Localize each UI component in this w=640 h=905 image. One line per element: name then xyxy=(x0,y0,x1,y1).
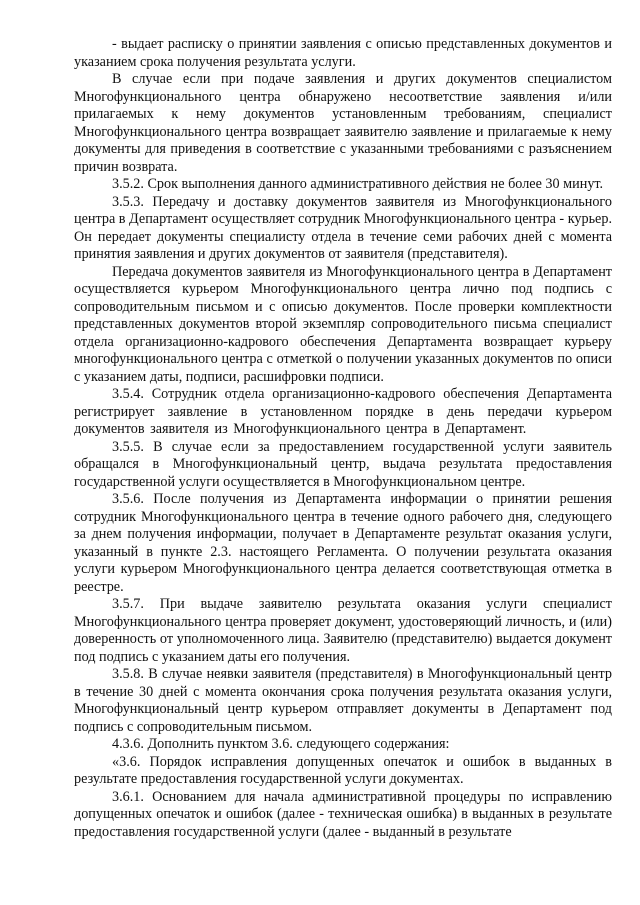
paragraph-3-5-5: 3.5.5. В случае если за предоставлением государственной услуги заявитель обращался в Многофункциональный центр, выдача результата предоставления государственной услуги осуществляется в Многофункциональном центре. xyxy=(74,438,612,490)
paragraph-3-5-6: 3.5.6. После получения из Департамента информации о принятии решения сотрудник Многофункционального центра в течение одного рабочего дня, следующего за днем получения информации, получает в Департаменте результат оказания услуги, указанный в пункте 2.3. настоящего Регламента. О получении результата оказания услуги курьером Многофункционального центра делается соответствующая отметка в реестре. xyxy=(74,491,612,595)
paragraph-3-5-7: 3.5.7. При выдаче заявителю результата оказания услуги специалист Многофункционального центра проверяет документ, удостоверяющий личность, и (или) доверенность от уполномоченного лица. Заявителю (представителю) выдается документ под подпись с указанием даты его получения. xyxy=(74,596,612,665)
paragraph-3-6: «3.6. Порядок исправления допущенных опечаток и ошибок в выданных в результате предоставления государственной услуги документах. xyxy=(74,753,612,787)
paragraph-courier-transfer: Передача документов заявителя из Многофункционального центра в Департамент осуществляется курьером Многофункционального центра лично под подпись с сопроводительным письмом и с описью документов. После проверки комплектности представленных документов второй экземпляр сопроводительного письма специалист отдела организационно-кадрового обеспечения Департамента возвращает курьеру многофункционального центра с отметкой о получении указанных документов по описи с указанием даты, подписи, расшифровки подписи. xyxy=(74,263,612,385)
document-page xyxy=(74,36,612,841)
paragraph-4-3-6: 4.3.6. Дополнить пунктом 3.6. следующего содержания: xyxy=(112,736,450,752)
paragraph-3-5-2: 3.5.2. Срок выполнения данного административного действия не более 30 минут. xyxy=(112,176,604,192)
paragraph-receipt: - выдает расписку о принятии заявления с описью представленных документов и указанием срока получения результата услуги. xyxy=(74,36,612,70)
paragraph-return-documents: В случае если при подаче заявления и других документов специалистом Многофункционального центра обнаружено несоответствие заявления и/или прилагаемых к нему документов установленным требованиям, специалист Многофункционального центра возвращает заявителю заявление и прилагаемые к нему документы для приведения в соответствие с указанными требованиями с разъяснением причин возврата. xyxy=(74,71,612,175)
paragraph-3-5-8: 3.5.8. В случае неявки заявителя (представителя) в Многофункциональный центр в течение 30 дней с момента окончания срока получения результата оказания услуги, Многофункциональный центр курьером отправляет документы в Департамент под подпись с сопроводительным письмом. xyxy=(74,666,612,735)
paragraph-3-5-4: 3.5.4. Сотрудник отдела организационно-кадрового обеспечения Департамента регистрирует заявление в установленном порядке в день передачи курьером документов заявителя из Многофункционального центра в Департамент. xyxy=(74,386,612,437)
paragraph-3-5-3: 3.5.3. Передачу и доставку документов заявителя из Многофункционального центра в Департамент осуществляет сотрудник Многофункционального центра - курьер. Он передает документы специалисту отдела в течение семи рабочих дней с момента принятия заявления и других документов от заявителя (представителя). xyxy=(74,193,612,262)
paragraph-3-6-1: 3.6.1. Основанием для начала административной процедуры по исправлению допущенных опечаток и ошибок (далее - техническая ошибка) в выданных в результате предоставления государственной услуги (далее - выданный в результате xyxy=(74,788,612,840)
